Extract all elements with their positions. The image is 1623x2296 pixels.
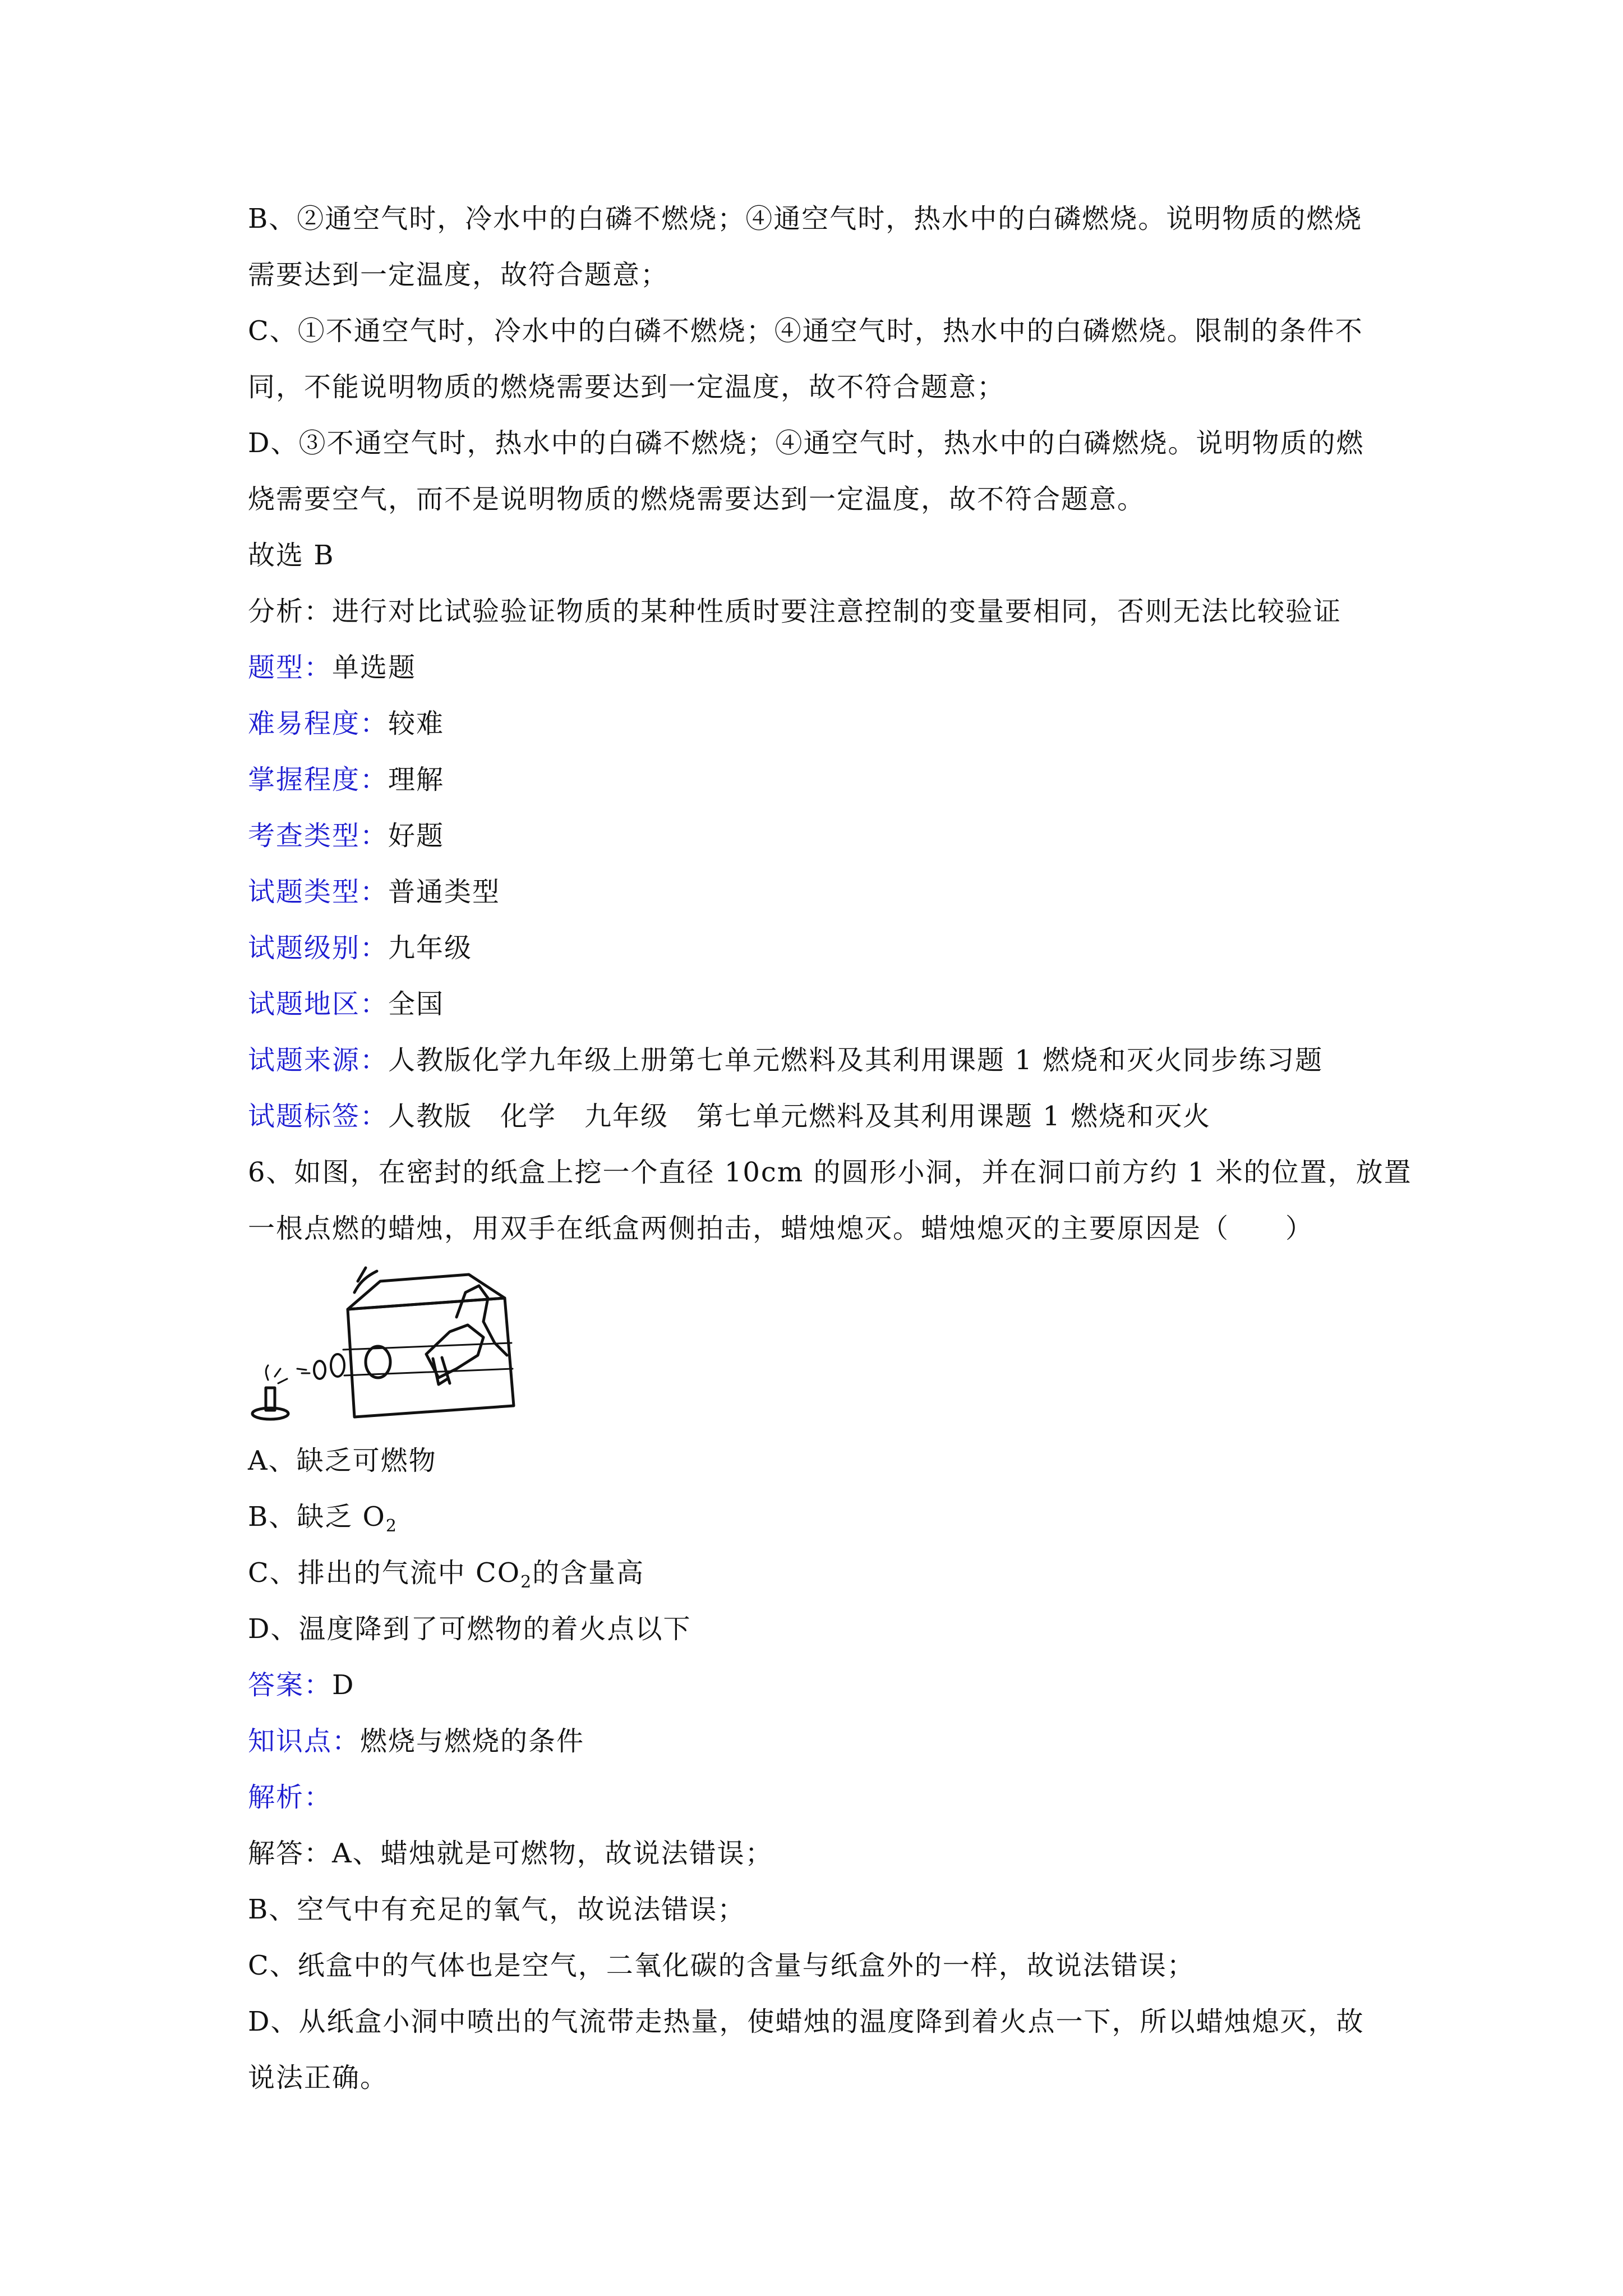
meta-value: 普通类型	[388, 876, 501, 908]
meta-label: 掌握程度：	[248, 764, 389, 795]
knowledge-line	[248, 1713, 1398, 1769]
meta-source	[248, 1032, 1398, 1088]
analysis-line: C、①不通空气时，冷水中的白磷不燃烧；④通空气时，热水中的白磷燃烧。限制的条件不	[248, 315, 1363, 347]
meta-label: 试题来源：	[248, 1045, 389, 1076]
option-c-text: C、排出的气流中 CO	[248, 1557, 521, 1589]
meta-label: 考查类型：	[248, 820, 389, 852]
document-page	[248, 191, 1412, 2106]
meta-value: 人教版 化学 九年级 第七单元燃料及其利用课题 1 燃烧和灭火	[388, 1101, 1211, 1132]
knowledge-value: 燃烧与燃烧的条件	[360, 1726, 585, 1757]
solution-line: 说法正确。	[248, 2062, 389, 2093]
analysis-line: B、②通空气时，冷水中的白磷不燃烧；④通空气时，热水中的白磷燃烧。说明物质的燃烧	[248, 203, 1363, 234]
answer-label: 答案：	[248, 1669, 333, 1701]
meta-grade	[248, 920, 1398, 976]
meta-value: 全国	[388, 988, 445, 1020]
solution-line: 解答：A、蜡烛就是可燃物，故说法错误；	[248, 1838, 773, 1869]
paper-box-front	[348, 1298, 514, 1417]
solution-line: D、从纸盒小洞中喷出的气流带走热量，使蜡烛的温度降到着火点一下，所以蜡烛熄灭，故	[248, 2006, 1364, 2037]
analysis-line: 烧需要空气，而不是说明物质的燃烧需要达到一定温度，故不符合题意。	[248, 484, 1146, 515]
analysis-line: 需要达到一定温度，故符合题意；	[248, 259, 669, 291]
solution-line: B、空气中有充足的氧气，故说法错误；	[248, 1894, 746, 1925]
meta-region	[248, 976, 1398, 1032]
meta-label: 难易程度：	[248, 708, 389, 739]
meta-tags	[248, 1088, 1398, 1144]
answer-value: D	[332, 1669, 355, 1701]
meta-label: 试题地区：	[248, 988, 389, 1020]
meta-mastery	[248, 752, 1398, 808]
option-c-suffix: 的含量高	[532, 1557, 645, 1589]
meta-label: 题型：	[248, 652, 333, 683]
meta-value: 单选题	[332, 652, 417, 683]
analysis-summary-line: 分析：进行对比试验验证物质的某种性质时要注意控制的变量要相同，否则无法比较验证	[248, 596, 1342, 627]
meta-value: 好题	[388, 820, 445, 852]
meta-value: 人教版化学九年级上册第七单元燃料及其利用课题 1 燃烧和灭火同步练习题	[388, 1045, 1324, 1076]
meta-label: 试题级别：	[248, 932, 389, 964]
solution-line: C、纸盒中的气体也是空气，二氧化碳的含量与纸盒外的一样，故说法错误；	[248, 1950, 1195, 1981]
candle-smoke	[266, 1365, 268, 1380]
meta-label: 试题标签：	[248, 1101, 389, 1132]
knowledge-label: 知识点：	[248, 1726, 361, 1757]
question-stem-line: 6、如图，在密封的纸盒上挖一个直径 10cm 的圆形小洞，并在洞口前方约 1 米的位置，放置	[248, 1157, 1412, 1188]
answer-line	[248, 1657, 1398, 1713]
answer-choice-line: 故选 B	[248, 540, 335, 571]
box-candle-illustration	[248, 1259, 540, 1427]
paper-box-top	[348, 1274, 505, 1309]
option-d: D、温度降到了可燃物的着火点以下	[248, 1613, 691, 1645]
option-b-text: B、缺乏 O	[248, 1501, 386, 1533]
option-b-subscript: 2	[385, 1516, 398, 1536]
box-candle-figure	[248, 1259, 1398, 1427]
meta-value: 理解	[388, 764, 445, 795]
option-a: A、缺乏可燃物	[248, 1445, 437, 1476]
meta-label: 试题类型：	[248, 876, 389, 908]
meta-question-type	[248, 639, 1398, 696]
meta-value: 九年级	[388, 932, 473, 964]
option-c-subscript: 2	[520, 1572, 533, 1592]
analysis-label: 解析：	[248, 1782, 333, 1813]
analysis-line: D、③不通空气时，热水中的白磷不燃烧；④通空气时，热水中的白磷燃烧。说明物质的燃	[248, 427, 1364, 459]
meta-exam-type	[248, 808, 1398, 864]
analysis-line: 同，不能说明物质的燃烧需要达到一定温度，故不符合题意；	[248, 371, 1006, 403]
option-b	[248, 1489, 1398, 1545]
meta-question-category	[248, 864, 1398, 920]
meta-value: 较难	[388, 708, 445, 739]
meta-difficulty	[248, 696, 1398, 752]
question-stem-line: 一根点燃的蜡烛，用双手在纸盒两侧拍击，蜡烛熄灭。蜡烛熄灭的主要原因是（ ）	[248, 1213, 1314, 1244]
option-c	[248, 1545, 1398, 1601]
